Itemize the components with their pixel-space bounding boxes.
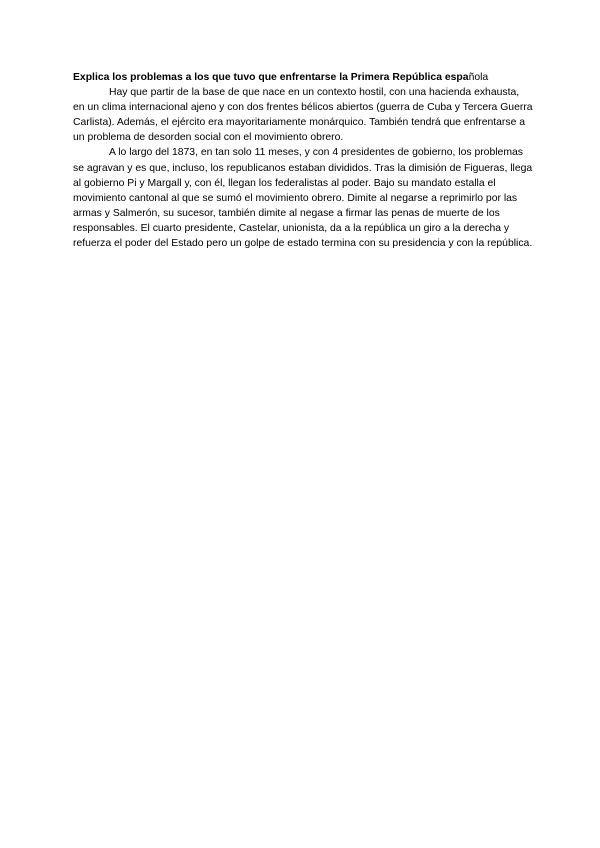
paragraph-presidents: A lo largo del 1873, en tan solo 11 meses, y con 4 presidentes de gobierno, los problemas se agravan y es que, incluso, los republicanos estaban divididos. Tras la dimisión de Figueras, llega al gobierno Pi y Margall y, con él, llegan los federalistas al poder. Bajo su mandato estalla el movimiento cantonal al que se sumó el movimiento obrero. Dimite al negarse a reprimirlo por las armas y Salmerón, su sucesor, también dimite al negase a firmar las penas de muerte de los responsables. El cuarto presidente, Castelar, unionista, da a la república un giro a la derecha y refuerza el poder del Estado pero un golpe de estado termina con su presidencia y con la república. [73,147,533,250]
document-body [73,70,533,251]
document-title [73,70,533,85]
document-title-tail: ñola [468,72,489,83]
paragraph-context: Hay que partir de la base de que nace en un contexto hostil, con una hacienda exhausta, en un clima internacional ajeno y con dos frentes bélicos abiertos (guerra de Cuba y Tercera Guerra Carlista). Además, el ejército era mayoritariamente monárquico. También tendrá que enfrentarse a un problema de desorden social con el movimiento obrero. [73,87,533,144]
document-title-bold: Explica los problemas a los que tuvo que enfrentarse la Primera República espa [73,72,469,83]
